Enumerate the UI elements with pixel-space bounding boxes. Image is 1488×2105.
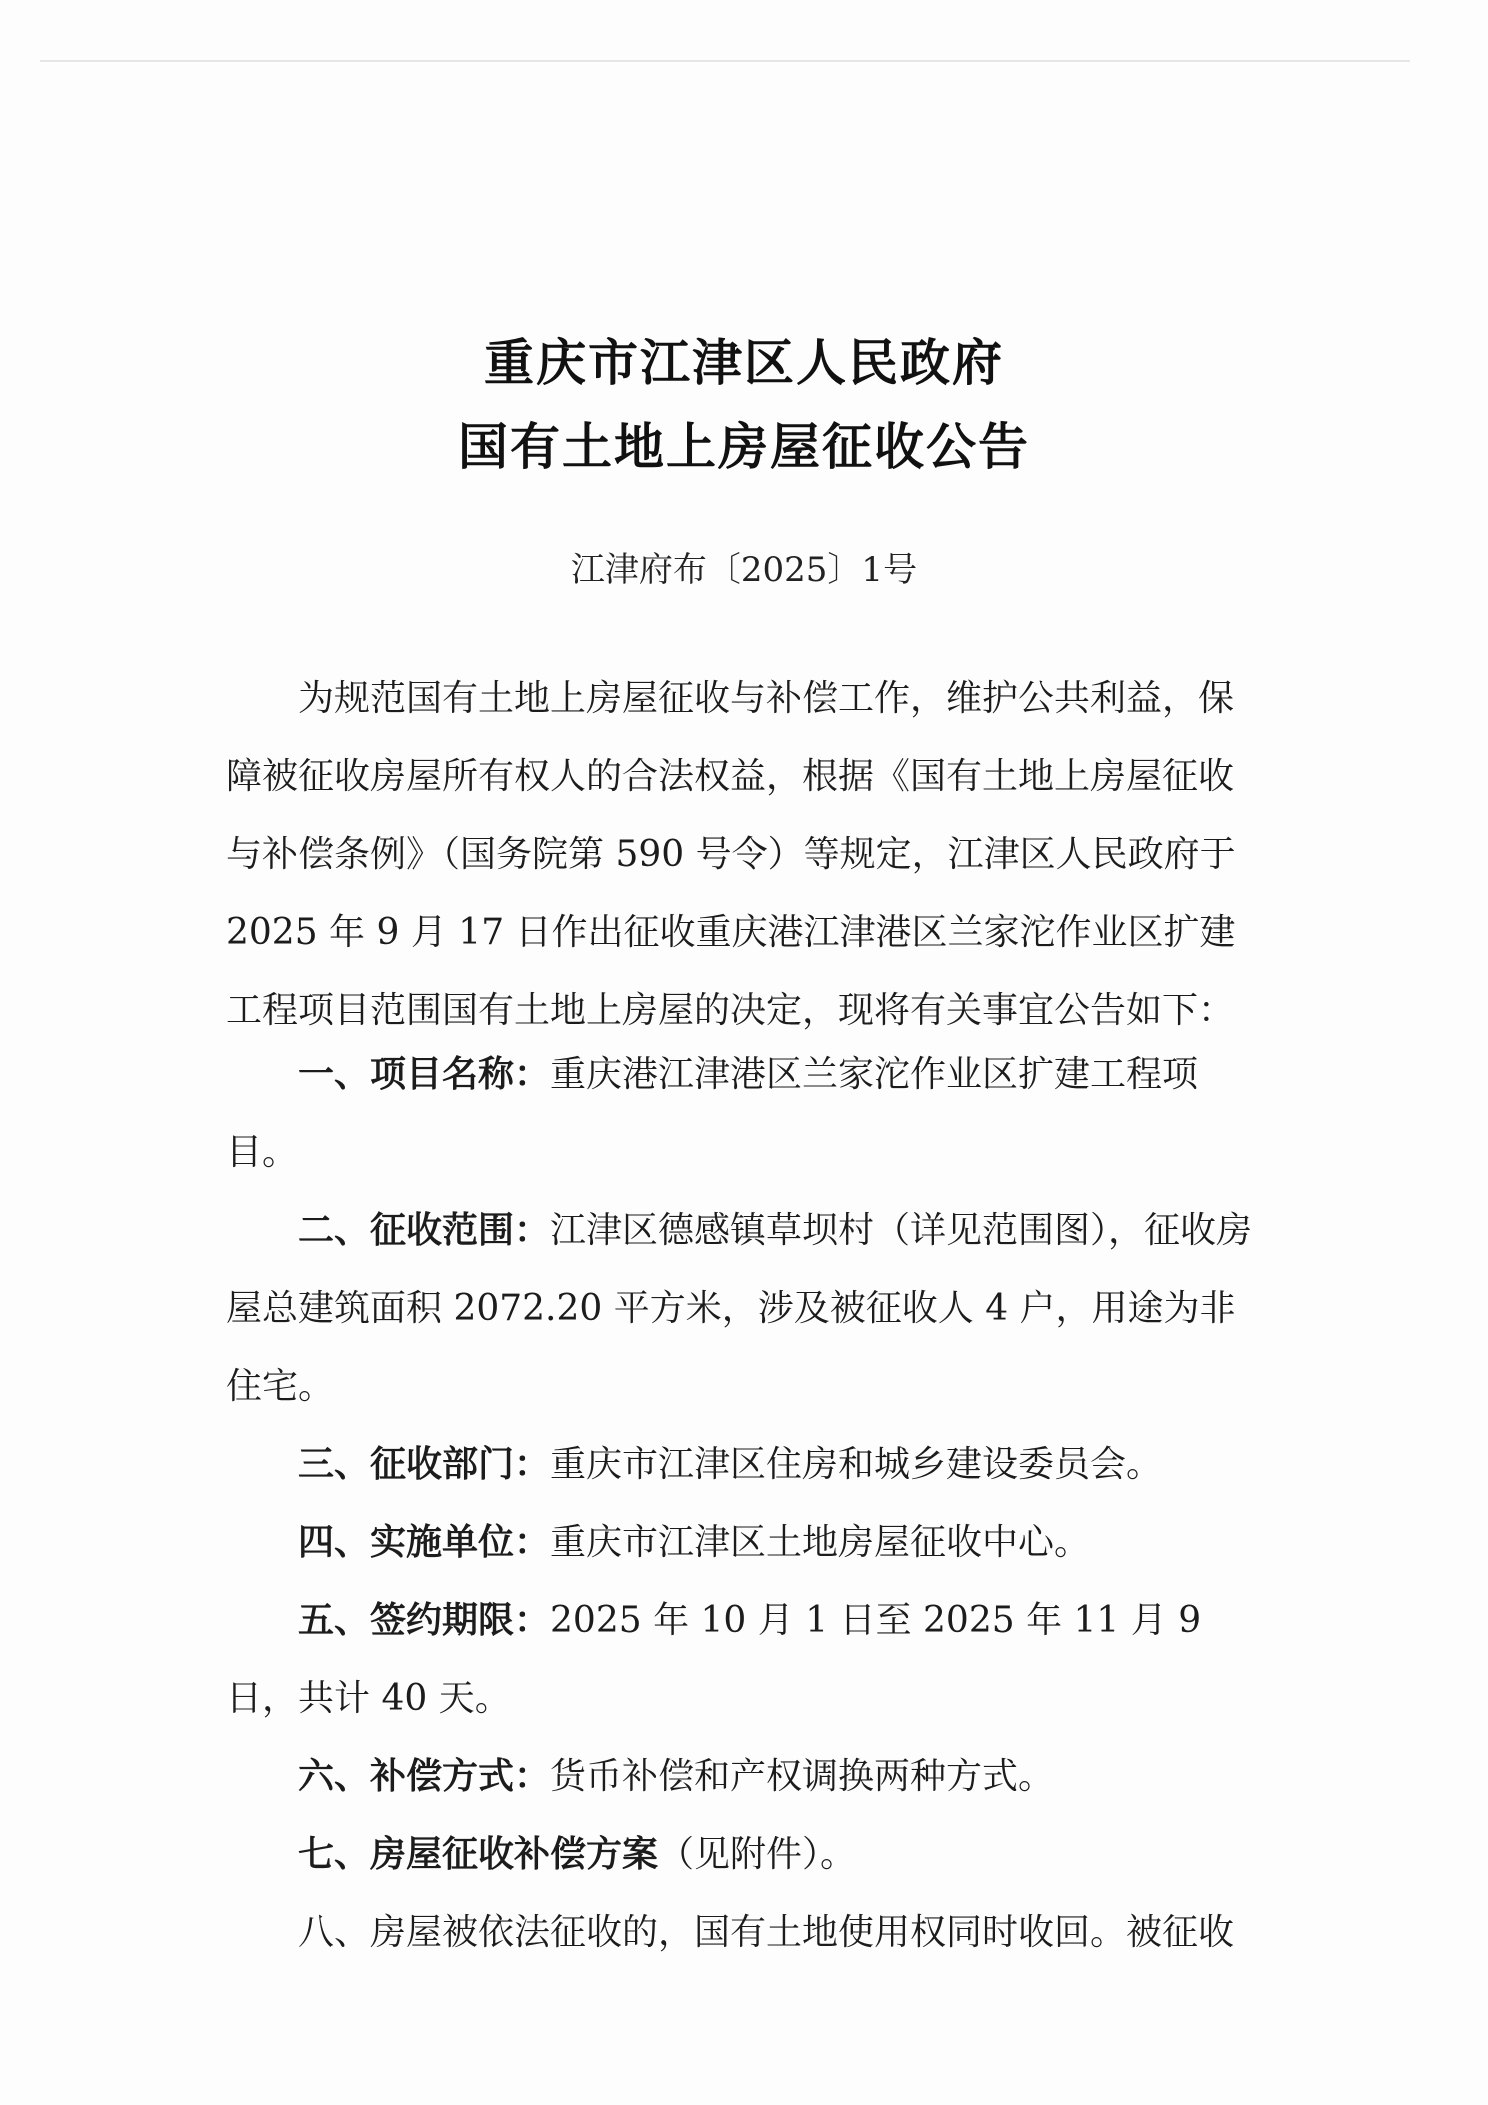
item-label: 二、征收范围： xyxy=(298,1210,551,1251)
item-compensation-method xyxy=(226,1738,1266,1816)
item-text: 重庆市江津区住房和城乡建设委员会。 xyxy=(550,1444,1163,1485)
item-project-name xyxy=(226,1036,1266,1192)
item-implementer xyxy=(226,1504,1266,1582)
intro-paragraph: 为规范国有土地上房屋征收与补偿工作，维护公共利益，保障被征收房屋所有权人的合法权益，根据《国有土地上房屋征收与补偿条例》（国务院第 590 号令）等规定，江津区人民政府于 2025 年 9 月 17 日作出征收重庆港江津港区兰家沱作业区扩建工程项目范围国有土地上房屋的决定，现将有关事宜公告如下： xyxy=(226,678,1236,1031)
item-text: 八、房屋被依法征收的，国有土地使用权同时收回。被征收 xyxy=(298,1912,1235,1953)
item-text: 重庆市江津区土地房屋征收中心。 xyxy=(550,1522,1091,1563)
item-signing-period xyxy=(226,1582,1266,1738)
item-department xyxy=(226,1426,1266,1504)
item-label: 六、补偿方式： xyxy=(298,1756,551,1797)
item-text: （见附件）。 xyxy=(658,1834,857,1875)
item-label: 五、签约期限： xyxy=(298,1600,551,1641)
item-label: 一、项目名称： xyxy=(298,1054,551,1095)
document-number: 江津府布〔2025〕1号 xyxy=(570,550,918,590)
announcement-items xyxy=(226,1036,1266,1972)
document-title-line1: 重庆市江津区人民政府 xyxy=(484,333,1004,392)
item-text: 2025 年 10 月 1 日至 2025 年 11 月 9 日，共计 40 天。 xyxy=(226,1600,1202,1719)
item-text: 货币补偿和产权调换两种方式。 xyxy=(550,1756,1055,1797)
document-title-line2: 国有土地上房屋征收公告 xyxy=(458,417,1030,476)
item-compensation-plan xyxy=(226,1816,1266,1894)
scan-edge-line xyxy=(40,60,1410,62)
item-label: 四、实施单位： xyxy=(298,1522,551,1563)
item-text: 江津区德感镇草坝村（详见范围图），征收房屋总建筑面积 2072.20 平方米，涉及被征收人 4 户，用途为非住宅。 xyxy=(226,1210,1253,1407)
item-label: 七、房屋征收补偿方案 xyxy=(298,1834,659,1875)
item-land-rights xyxy=(226,1894,1266,1972)
item-scope xyxy=(226,1192,1266,1426)
item-label: 三、征收部门： xyxy=(298,1444,551,1485)
item-text: 重庆港江津港区兰家沱作业区扩建工程项目。 xyxy=(226,1054,1199,1173)
